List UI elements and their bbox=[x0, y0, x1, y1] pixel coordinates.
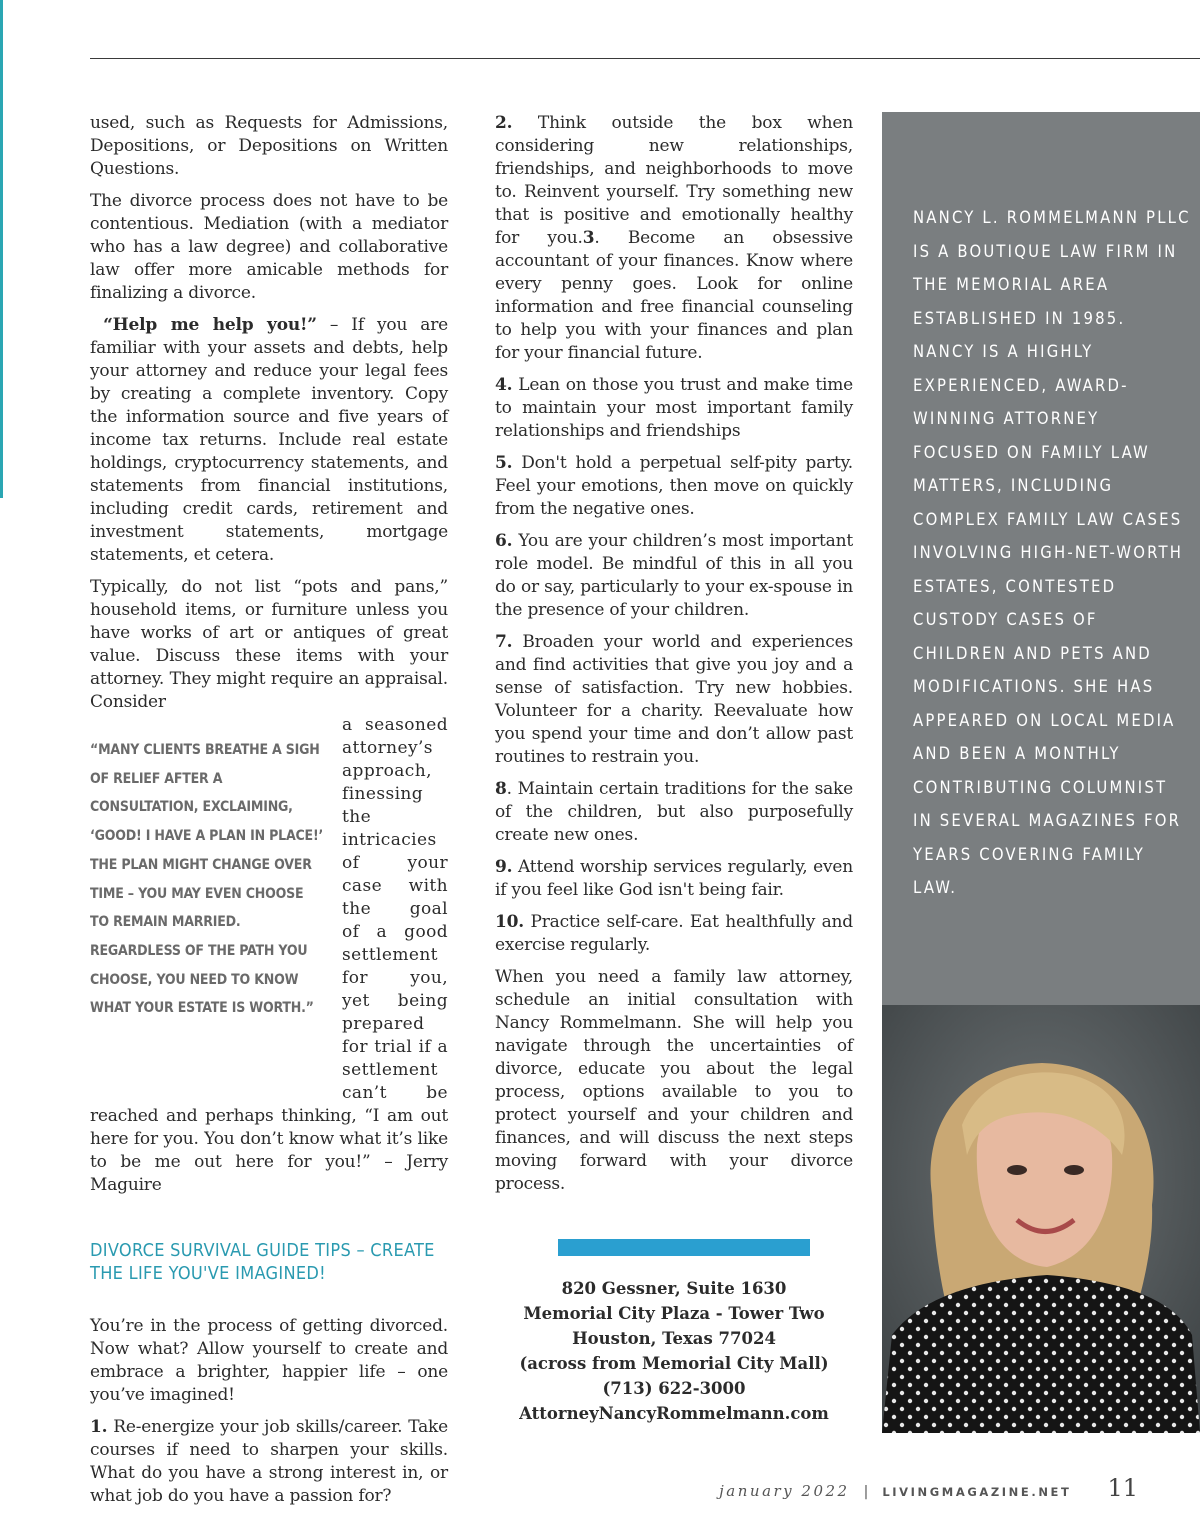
bio-text: NANCY L. ROMMELMANN PLLC IS A BOUTIQUE LAW FIRM IN THE MEMORIAL AREA ESTABLISHED IN 1985. NANCY IS A HIGHLY EXPERIENCED, AWARD-WINNING ATTORNEY FOCUSED ON FAMILY LAW MATTERS, INCLUDING COMPLEX FAMILY LAW CASES INVOLVING HIGH-NET-WORTH ESTATES, CONTESTED CUSTODY CASES OF CHILDREN AND PETS AND MODIFICATIONS. SHE HAS APPEARED ON LOCAL MEDIA AND BEEN A MONTHLY CONTRIBUTING COLUMNIST IN SEVERAL MAGAZINES FOR YEARS COVERING FAMILY LAW. bbox=[913, 208, 1191, 897]
lead-in: “Help me help you!” bbox=[103, 315, 317, 335]
paragraph: Typically, do not list “pots and pans,” household items, or furniture unless you have works of art or antiques of great value. Discuss these items with your attorney. They might require an appraisal. Consider bbox=[90, 577, 448, 712]
website-link[interactable]: AttorneyNancyRommelmann.com bbox=[519, 1404, 829, 1423]
footer-separator: | bbox=[863, 1484, 869, 1500]
magazine-site[interactable]: LIVINGMAGAZINE.NET bbox=[882, 1485, 1072, 1499]
phone-number: (713) 622-3000 bbox=[602, 1379, 746, 1398]
issue-date: january 2022 bbox=[719, 1482, 850, 1500]
closing-paragraph: When you need a family law attorney, schedule an initial consultation with Nancy Rommelmann. She will help you navigate through the uncertainties of divorce, educate you about the legal process, options available to you to protect yourself and your children and finances, and will discuss the next steps moving forward with your divorce process. bbox=[495, 967, 853, 1194]
tip-8: 8. Maintain certain traditions for the sake of the children, but also purposefully create new ones. bbox=[495, 779, 853, 845]
paragraph: “Help me help you!” – If you are familiar with your assets and debts, help your attorney and reduce your legal fees by creating a complete inventory. Copy the information source and five years of income tax returns. Include real estate holdings, cryptocurrency statements, and statements from financial institutions, including credit cards, retirement and investment statements, mortgage statements, et cetera. bbox=[90, 315, 448, 565]
tip-4: 4. Lean on those you trust and make time to maintain your most important family relationships and friendships bbox=[495, 375, 853, 441]
attorney-portrait bbox=[882, 1005, 1200, 1433]
article-column-1 bbox=[90, 112, 448, 1517]
wrap-block bbox=[90, 714, 448, 1197]
address-line: Memorial City Plaza - Tower Two bbox=[523, 1304, 825, 1323]
tip-1: 1. Re-energize your job skills/career. Take courses if need to sharpen your skills. What do you have a strong interest in, or what job do you have a passion for? bbox=[90, 1417, 448, 1506]
page-number: 11 bbox=[1107, 1474, 1138, 1502]
address-line: Houston, Texas 77024 bbox=[572, 1329, 776, 1348]
top-rule bbox=[90, 58, 1200, 59]
paragraph: used, such as Requests for Admissions, Depositions, or Depositions on Written Questions. bbox=[90, 113, 448, 179]
tip-10: 10. Practice self-care. Eat healthfully and exercise regularly. bbox=[495, 912, 853, 955]
address-line: (across from Memorial City Mall) bbox=[519, 1354, 829, 1373]
wrapped-text: a seasoned attorney’s approach, finessing the intricacies of your case with the goal of a good settlement for you, yet being prepared for trial if a settlement can’t be bbox=[342, 715, 448, 1103]
page-footer bbox=[719, 1474, 1138, 1510]
tip-7: 7. Broaden your world and experiences and find activities that give you joy and a sense of satisfaction. Try new hobbies. Volunteer for a charity. Reevaluate how you spend your time and don’t allow past routines to restrain you. bbox=[495, 632, 853, 767]
tip-5: 5. Don't hold a perpetual self-pity party. Feel your emotions, then move on quickly from the negative ones. bbox=[495, 453, 853, 519]
tip-2-3: 2. Think outside the box when considering new relationships, friendships, and neighborhoods to move to. Reinvent yourself. Try something new that is positive and emotionally healthy for you.3. Become an obsessive accountant of your finances. Know where every penny goes. Look for online information and free financial counseling to help you with your finances and plan for your financial future. bbox=[495, 113, 853, 363]
tip-6: 6. You are your children’s most important role model. Be mindful of this in all you do or say, particularly to your ex-spouse in the presence of your children. bbox=[495, 531, 853, 620]
address-line: 820 Gessner, Suite 1630 bbox=[561, 1279, 787, 1298]
paragraph: You’re in the process of getting divorced. Now what? Allow yourself to create and embrace a brighter, happier life – one you’ve imagined! bbox=[90, 1316, 448, 1405]
tip-9: 9. Attend worship services regularly, even if you feel like God isn't being fair. bbox=[495, 857, 853, 900]
section-subhead: DIVORCE SURVIVAL GUIDE TIPS – CREATE THE LIFE YOU'VE IMAGINED! bbox=[90, 1240, 435, 1284]
article-column-2 bbox=[495, 112, 853, 1205]
paragraph-end: reached and perhaps thinking, “I am out here for you. You don’t know what it’s like to be me out here for you!” – Jerry Maguire bbox=[90, 1106, 448, 1195]
teal-edge-strip bbox=[0, 0, 3, 498]
paragraph: The divorce process does not have to be contentious. Mediation (with a mediator who has a law degree) and collaborative law offer more amicable methods for finalizing a divorce. bbox=[90, 191, 448, 303]
pull-quote: “MANY CLIENTS BREATHE A SIGH OF RELIEF AFTER A CONSULTATION, EXCLAIMING, ‘GOOD! I HAVE A PLAN IN PLACE!’ THE PLAN MIGHT CHANGE OVER TIME – YOU MAY EVEN CHOOSE TO REMAIN MARRIED. REGARDLESS OF THE PATH YOU CHOOSE, YOU NEED TO KNOW WHAT YOUR ESTATE IS WORTH.” bbox=[90, 742, 324, 1017]
contact-address bbox=[495, 1276, 853, 1426]
accent-bar bbox=[558, 1239, 810, 1256]
